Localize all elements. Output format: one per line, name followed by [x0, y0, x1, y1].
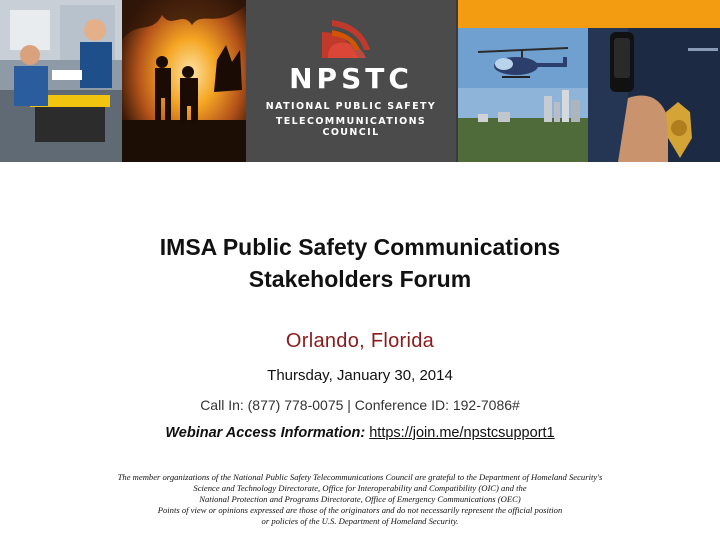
- header-banner: [0, 0, 720, 162]
- disclaimer-line-4: Points of view or opinions expressed are those of the originators and do not necessarily represent the official position: [157, 505, 563, 515]
- webinar-label: Webinar Access Information:: [165, 425, 366, 441]
- npstc-logo-icon: [322, 20, 370, 58]
- call-in-info: Call In: (877) 778-0075 | Conference ID: 192-7086#: [200, 397, 520, 413]
- paramedics-photo: [0, 0, 122, 162]
- disclaimer-line-3: National Protection and Programs Directorate, Office of Emergency Communications (OEC): [199, 494, 521, 504]
- council-name-line2: TELECOMMUNICATIONS COUNCIL: [275, 116, 427, 138]
- title-line-2: Stakeholders Forum: [248, 266, 472, 292]
- event-location: Orlando, Florida: [285, 330, 435, 352]
- accent-bar: [458, 0, 720, 28]
- council-name-line1: NATIONAL PUBLIC SAFETY: [265, 101, 437, 112]
- webinar-info: [60, 425, 660, 441]
- police-badge-photo: [588, 28, 720, 162]
- webinar-link[interactable]: https://join.me/npstcsupport1: [369, 425, 555, 441]
- page-title: [60, 231, 660, 295]
- disclaimer-line-1: The member organizations of the National Public Safety Telecommunications Council are grateful to the Department of Homeland Security's: [117, 472, 603, 482]
- title-line-1: IMSA Public Safety Communications: [159, 234, 561, 260]
- helicopter-city-photo: [458, 28, 588, 162]
- disclaimer: [40, 472, 680, 527]
- npstc-logo-text: NPSTC: [289, 62, 413, 95]
- disclaimer-line-2: Science and Technology Directorate, Office for Interoperability and Compatibility (OIC) and the: [193, 483, 527, 493]
- event-date: Thursday, January 30, 2014: [267, 367, 453, 384]
- firefighters-photo: [122, 0, 246, 162]
- disclaimer-line-5: or policies of the U.S. Department of Homeland Security.: [261, 516, 459, 526]
